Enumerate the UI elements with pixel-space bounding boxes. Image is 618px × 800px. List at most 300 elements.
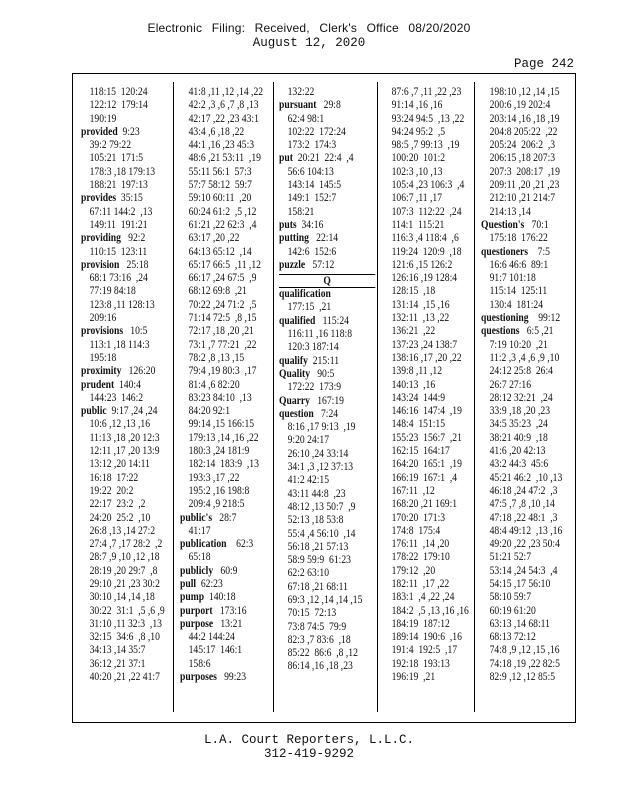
index-references: 38:21 40:9 ,18 [489,431,548,444]
index-references: 162:15 164:17 [391,445,450,458]
index-references: 178:22 179:10 [391,551,450,564]
index-word: putting [279,232,309,245]
index-references: 139:8 ,11 ,12 [391,365,443,378]
index-references: 43:2 44:3 45:6 [489,458,549,471]
index-word: put [279,152,293,165]
index-references: 58:9 59:9 61:23 [287,554,351,567]
index-term [279,99,375,112]
index-term [81,232,165,245]
index-references: 143:14 145:5 [287,179,342,192]
index-references: 190:19 [89,112,117,125]
index-references: 62:4 98:1 [287,112,325,125]
index-word: Quality [279,367,311,380]
index-references: 82:3 ,7 83:6 ,18 [287,633,351,646]
index-references: 71:14 72:5 ,8 ,15 [188,312,257,325]
index-column-5 [481,86,576,716]
index-references: 142:6 152:6 [287,245,337,258]
index-term [180,512,263,525]
index-references: 29:8 [316,99,341,112]
index-references: 158:6 [188,657,211,670]
index-references: 193:3 ,17 ,22 [188,471,240,484]
index-references: 22:14 [308,232,339,245]
index-references: 60:24 61:2 ,5 ,12 [188,205,257,218]
index-references: 7:24 [313,407,339,420]
index-references: 98:5 ,7 99:13 ,19 [391,139,460,152]
index-references: 36:12 ,21 37:1 [89,657,146,670]
index-references: 138:16 ,17 ,20 ,22 [391,351,462,364]
index-references: 198:10 ,12 ,14 ,15 [489,86,560,98]
index-references: 73:1 ,7 77:21 ,22 [188,338,257,351]
index-references: 78:2 ,8 ,13 ,15 [188,351,245,364]
index-term [180,671,263,684]
column-divider [173,82,174,712]
index-references: 67:18 ,21 68:11 [287,580,348,593]
index-term [81,405,165,418]
index-references: 116:11 ,16 118:8 [287,328,353,341]
index-term [279,288,375,301]
index-term [481,325,562,338]
index-word: purpose [180,617,214,630]
index-references: 131:14 ,15 ,16 [391,298,450,311]
index-references: 145:17 146:1 [188,644,243,657]
index-references: 123:8 ,11 128:13 [89,298,155,311]
index-references: 12:11 ,17 ,20 13:9 [89,445,160,458]
index-references: 128:15 ,18 [391,285,436,298]
index-references: 28:7 ,9 ,10 ,12 ,18 [89,551,160,564]
index-references: 63:13 ,14 68:11 [489,617,550,630]
index-references: 143:24 144:9 [391,391,446,404]
index-term [81,365,165,378]
index-references: 92:2 [120,232,146,245]
index-references: 41:6 ,20 42:13 [489,445,546,458]
index-references: 66:17 ,24 67:5 ,9 [188,272,257,285]
index-references: 16:6 46:6 89:1 [489,258,549,271]
index-references: 43:4 ,6 ,18 ,22 [188,125,245,138]
index-references: 29:10 ,21 ,23 30:2 [89,577,160,590]
index-references: 56:18 ,21 57:13 [287,540,349,553]
index-references: 200:6 ,19 202:4 [489,99,551,112]
index-references: 41:17 [188,524,211,537]
index-references: 188:21 197:13 [89,179,148,192]
index-term [81,192,165,205]
index-references: 140:4 [114,378,141,391]
index-references: 44:2 144:24 [188,631,235,644]
index-references: 149:1 152:7 [287,192,337,205]
index-references: 74:8 ,9 ,12 ,15 ,16 [489,644,560,657]
index-references: 48:6 ,21 53:11 ,19 [188,152,261,165]
index-references: 184:19 187:12 [391,617,450,630]
index-word: questioners [481,245,529,258]
index-references: 30:22 31:1 ,5 ,6 ,9 [89,604,165,617]
index-references: 13:21 [213,617,243,630]
index-references: 48:12 ,13 50:7 ,9 [287,500,356,513]
index-references: 172:22 173:9 [287,381,342,394]
index-references: 74:18 ,19 ,22 82:5 [489,657,560,670]
index-references: 209:16 [89,312,117,325]
index-term [279,259,375,272]
index-references: 132:22 [287,86,315,98]
index-references: 136:21 ,22 [391,325,436,338]
index-references: 16:18 17:22 [89,471,139,484]
index-references: 42:2 ,3 ,6 ,7 ,8 ,13 [188,99,259,112]
index-references: 105:21 171:5 [89,152,144,165]
index-references: 28:12 32:21 ,24 [489,391,553,404]
index-references: 116:3 ,4 118:4 ,6 [391,232,459,245]
index-references: 203:14 ,16 ,18 ,19 [489,112,560,125]
index-references: 46:18 ,24 47:2 ,3 [489,484,558,497]
index-references: 11:2 ,3 ,4 ,6 ,9 ,10 [489,351,560,364]
index-references: 67:11 144:2 ,13 [89,205,153,218]
index-references: 99:23 [216,671,247,684]
index-references: 167:19 [310,394,344,407]
index-references: 41:8 ,11 ,12 ,14 ,22 [188,86,264,98]
index-references: 64:13 65:12 ,14 [188,245,252,258]
index-references: 8:16 ,17 9:13 ,19 [287,421,356,434]
index-references: 79:4 ,19 80:3 ,17 [188,365,257,378]
index-references: 57:12 [305,258,335,271]
index-term [279,219,375,232]
index-frame [72,73,576,723]
index-term [279,355,375,368]
index-references: 170:20 171:3 [391,511,446,524]
index-references: 86:14 ,16 ,18 ,23 [287,660,353,673]
index-references: 24:12 25:8 26:4 [489,365,553,378]
index-references: 7:5 [528,245,550,258]
index-references: 47:18 ,22 48:1 ,3 [489,511,558,524]
index-references: 182:14 183:9 ,13 [188,458,259,471]
index-references: 48:4 49:12 ,13 ,16 [489,524,563,537]
index-references: 110:15 123:11 [89,245,148,258]
index-references: 27:4 ,7 ,17 28:2 ,2 [89,538,163,551]
index-references: 20:21 22:4 ,4 [292,152,354,165]
index-references: 206:15 ,18 207:3 [489,152,556,165]
index-word: provided [81,125,118,138]
index-references: 146:16 147:4 ,19 [391,405,462,418]
index-references: 182:11 ,17 ,22 [391,577,450,590]
index-references: 30:10 ,14 ,14 ,18 [89,591,155,604]
index-references: 132:11 ,13 ,22 [391,312,450,325]
page-number: Page 242 [513,57,574,71]
index-references: 168:20 ,21 169:1 [391,498,458,511]
index-column-4 [383,86,483,716]
index-references: 144:23 146:2 [89,391,144,404]
index-word: question [279,407,314,420]
index-references: 81:4 ,6 82:20 [188,378,240,391]
index-references: 53:14 ,24 54:3 ,4 [489,564,558,577]
index-references: 180:3 ,24 181:9 [188,445,250,458]
index-term [180,605,263,618]
index-references: 195:18 [89,351,117,364]
index-references: 34:5 35:23 ,24 [489,418,548,431]
index-references: 114:1 115:21 [391,218,445,231]
index-word: provides [81,192,117,205]
index-references: 70:1 [524,218,549,231]
transcript-date: August 12, 2020 [252,36,366,50]
index-references: 57:7 58:12 59:7 [188,179,252,192]
index-references: 65:17 66:5 ,11 ,12 [188,258,261,271]
index-references: 84:20 92:1 [188,405,231,418]
index-references: 34:13 ,14 35:7 [89,644,146,657]
index-column-2 [180,86,277,716]
index-references: 167:11 ,12 [391,484,435,497]
index-references: 105:4 ,23 106:3 ,4 [391,179,465,192]
index-references: 62:3 [226,538,254,551]
index-references: 28:19 ,20 29:7 ,8 [89,564,158,577]
index-word: purport [180,604,213,617]
index-references: 212:10 ,21 214:7 [489,192,556,205]
index-word: provision [81,258,120,271]
index-references: 113:1 ,18 114:3 [89,338,150,351]
index-references: 158:21 [287,205,315,218]
index-term [279,408,375,421]
index-term [81,259,165,272]
index-references: 178:3 ,18 179:13 [89,165,156,178]
index-references: 214:13 ,14 [489,205,531,218]
index-references: 61:21 ,22 62:3 ,4 [188,218,257,231]
index-references: 7:19 10:20 ,21 [489,338,548,351]
index-word: pull [180,577,197,590]
index-word: questioning [481,312,529,325]
index-references: 22:17 23:2 ,2 [89,498,146,511]
index-references: 6:5 ,21 [519,325,554,338]
index-word: prudent [81,378,115,391]
index-references: 91:14 ,16 ,16 [391,99,443,112]
index-references: 40:20 ,21 ,22 41:7 [89,671,160,684]
index-references: 77:19 84:18 [89,285,136,298]
index-references: 60:9 [213,564,238,577]
index-references: 189:14 190:6 ,16 [391,631,462,644]
filing-stamp: Electronic Filing: Received, Clerk's Office 08/20/2020 [147,21,471,35]
index-references: 191:4 192:5 ,17 [391,644,458,657]
index-references: 9:20 24:17 [287,434,330,447]
index-references: 33:9 ,18 ,20 ,23 [489,405,551,418]
index-references: 85:22 86:6 ,8 ,12 [287,647,358,660]
index-term [279,315,375,328]
index-references: 68:1 73:16 ,24 [89,272,148,285]
index-word: public's [180,511,213,524]
index-references: 19:22 20:2 [89,484,134,497]
section-letter-header: Q [279,274,375,288]
index-word: pursuant [279,99,317,112]
index-references: 58:10 59:7 [489,591,532,604]
index-references: 166:19 167:1 ,4 [391,471,458,484]
index-references: 175:18 176:22 [489,232,548,245]
index-term [279,395,375,408]
index-references: 70:15 72:13 [287,607,337,620]
index-references: 59:10 60:11 ,20 [188,192,252,205]
index-references: 176:11 ,14 ,20 [391,538,450,551]
index-references: 196:19 ,21 [391,671,436,684]
index-references: 102:22 172:24 [287,125,346,138]
index-references: 122:12 179:14 [89,99,148,112]
index-references: 155:23 156:7 ,21 [391,431,462,444]
index-references: 55:4 ,4 56:10 ,14 [287,527,356,540]
index-references: 31:10 ,11 32:3 ,13 [89,617,162,630]
index-references: 102:3 ,10 ,13 [391,165,443,178]
index-references: 183:1 ,4 ,22 ,24 [391,591,455,604]
index-references: 87:6 ,7 ,11 ,22 ,23 [391,86,462,98]
index-term [180,591,263,604]
index-references: 65:18 [188,551,211,564]
index-references: 32:15 34:6 ,8 ,10 [89,631,160,644]
column-divider [474,82,475,712]
index-word: puzzle [279,258,306,271]
index-references: 126:16 ,19 128:4 [391,272,458,285]
reporter-phone: 312-419-9292 [263,747,354,761]
index-references: 215:11 [307,354,340,367]
index-references: 62:2 63:10 [287,567,330,580]
index-references: 9:23 [117,125,140,138]
index-references: 192:18 193:13 [391,657,450,670]
index-references: 179:12 ,20 [391,564,436,577]
index-references: 10:5 [123,325,148,338]
index-references: 119:24 120:9 ,18 [391,245,462,258]
index-references: 205:24 206:2 ,3 [489,139,556,152]
index-references: 55:11 56:1 57:3 [188,165,252,178]
index-word: qualify [279,354,308,367]
index-references: 130:4 181:24 [489,298,544,311]
index-term [180,538,263,551]
index-references: 126:20 [121,365,156,378]
index-references: 43:11 44:8 ,23 [287,487,346,500]
index-references: 54:15 ,17 56:10 [489,577,551,590]
index-references: 106:7 ,11 ,17 [391,192,443,205]
index-term [180,565,263,578]
index-references: 148:4 151:15 [391,418,446,431]
index-references: 179:13 ,14 ,16 ,22 [188,431,259,444]
index-term [81,126,165,139]
index-term [279,152,375,165]
index-word: publication [180,538,227,551]
index-references: 49:20 ,22 ,23 50:4 [489,538,560,551]
index-references: 90:5 [310,367,335,380]
index-references: 173:2 174:3 [287,139,337,152]
column-divider [377,82,378,712]
index-references: 68:13 72:12 [489,631,536,644]
index-references: 140:18 [204,591,236,604]
index-references: 82:9 ,12 ,12 85:5 [489,671,556,684]
index-references: 120:3 187:14 [287,341,339,354]
index-references: 115:24 [315,314,349,327]
index-term [279,368,375,381]
index-references: 173:16 [212,604,247,617]
index-references: 34:1 ,3 ,12 37:13 [287,461,354,474]
index-references: 94:24 95:2 ,5 [391,125,446,138]
index-references: 28:7 [212,511,237,524]
index-word: pump [180,591,205,604]
reporter-company: L.A. Court Reporters, L.L.C. [203,733,415,747]
index-word: provisions [81,325,124,338]
index-references: 11:13 ,18 ,20 12:3 [89,431,160,444]
index-references: 24:20 25:2 ,10 [89,511,151,524]
index-references: 140:13 ,16 [391,378,436,391]
index-references: 13:12 ,20 14:11 [89,458,150,471]
index-term [81,379,165,392]
index-references: 83:23 84:10 ,13 [188,391,252,404]
index-references: 115:14 125:11 [489,285,548,298]
index-references: 177:15 ,21 [287,301,332,314]
index-references: 99:14 ,15 166:15 [188,418,255,431]
index-references: 44:1 ,16 ,23 45:3 [188,139,255,152]
index-references: 26:7 27:16 [489,378,532,391]
index-references: 93:24 94:5 ,13 ,22 [391,112,465,125]
index-references: 91:7 101:18 [489,272,536,285]
index-references: 52:13 ,18 53:8 [287,514,344,527]
index-references: 207:3 208:17 ,19 [489,165,560,178]
index-references: 72:17 ,18 ,20 ,21 [188,325,254,338]
index-references: 39:2 79:22 [89,139,132,152]
index-word: puts [279,218,297,231]
index-word: qualification [279,288,331,301]
index-word: providing [81,232,121,245]
index-term [180,578,263,591]
index-references: 9:17 ,24 ,24 [106,405,158,418]
index-word: purposes [180,671,217,684]
index-word: Question's [481,218,525,231]
index-references: 47:5 ,7 ,8 ,10 ,14 [489,498,555,511]
index-references: 70:22 ,24 71:2 ,5 [188,298,257,311]
index-word: proximity [81,365,122,378]
index-references: 107:3 112:22 ,24 [391,205,462,218]
index-references: 68:12 69:8 ,21 [188,285,247,298]
index-references: 25:18 [119,258,149,271]
index-references: 174:8 175:4 [391,524,441,537]
index-column-3 [279,86,391,716]
index-word: qualified [279,314,316,327]
index-term [279,232,375,245]
index-references: 195:2 ,16 198:8 [188,484,250,497]
index-references: 164:20 165:1 ,19 [391,458,462,471]
index-references: 73:8 74:5 79:9 [287,620,347,633]
index-references: 204:8 205:22 ,22 [489,125,558,138]
index-references: 56:6 104:13 [287,165,334,178]
index-column-1 [81,86,178,716]
index-references: 60:19 61:20 [489,604,536,617]
index-term [180,618,263,631]
index-references: 121:6 ,15 126:2 [391,258,453,271]
index-references: 63:17 ,20 ,22 [188,232,240,245]
index-term [81,325,165,338]
index-references: 42:17 ,22 ,23 43:1 [188,112,259,125]
index-word: publicly [180,564,214,577]
index-references: 34:16 [296,218,324,231]
index-references: 137:23 ,24 138:7 [391,338,458,351]
index-references: 45:21 46:2 ,10 ,13 [489,471,563,484]
index-word: Quarry [279,394,311,407]
index-references: 209:4 ,9 218:5 [188,498,245,511]
index-references: 26:10 ,24 33:14 [287,447,349,460]
column-divider [273,82,274,712]
index-references: 99:12 [528,312,561,325]
index-references: 35:15 [116,192,143,205]
index-references: 69:3 ,12 ,14 ,14 ,15 [287,593,363,606]
index-references: 10:6 ,12 ,13 ,16 [89,418,151,431]
index-references: 62:23 [196,577,223,590]
index-references: 51:21 52:7 [489,551,532,564]
index-word: questions [481,325,520,338]
index-references: 26:8 ,13 ,14 27:2 [89,524,156,537]
index-references: 209:11 ,20 ,21 ,23 [489,179,560,192]
index-term [481,312,562,325]
index-references: 184:2 ,5 ,13 ,16 ,16 [391,604,469,617]
index-references: 41:2 42:15 [287,474,330,487]
index-term [481,219,562,232]
index-references: 118:15 120:24 [89,86,148,98]
index-term [481,246,562,259]
index-references: 149:11 191:21 [89,218,148,231]
index-word: public [81,405,107,418]
index-references: 100:20 101:2 [391,152,446,165]
